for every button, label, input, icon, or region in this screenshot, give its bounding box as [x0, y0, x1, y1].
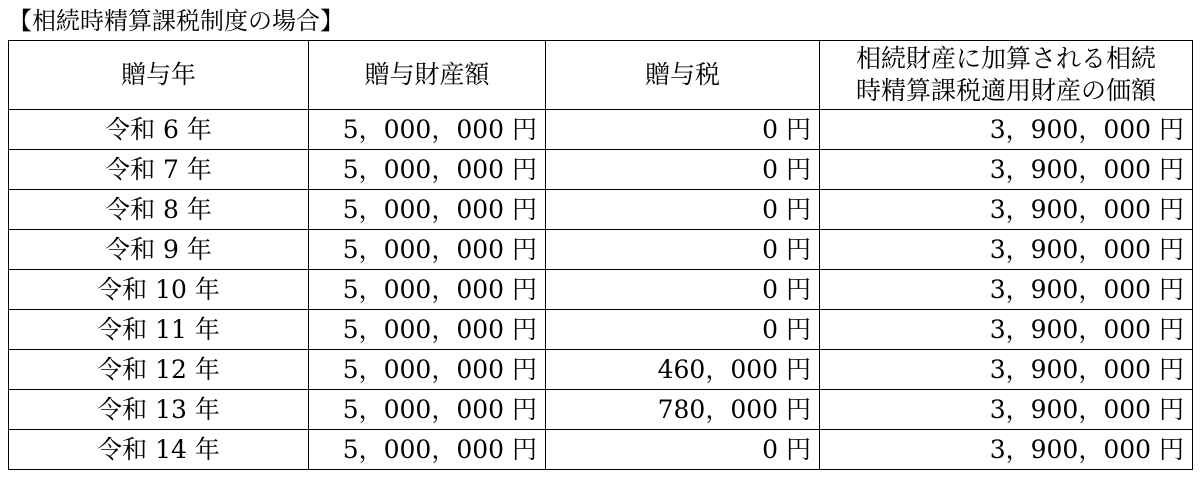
added-value-cell: 3，900，000 円 [820, 150, 1193, 190]
gift-year-cell: 令和 10 年 [9, 270, 309, 310]
gift-amount-cell: 5，000，000 円 [309, 270, 546, 310]
table-row [9, 390, 1193, 430]
table-row [9, 230, 1193, 270]
gift-amount-cell: 5，000，000 円 [309, 230, 546, 270]
header-gift-amount-label: 贈与財産額 [364, 60, 490, 89]
gift-tax-cell: 780，000 円 [546, 390, 820, 430]
gift-tax-cell: 460，000 円 [546, 350, 820, 390]
gift-year-cell: 令和 14 年 [9, 430, 309, 470]
header-added-value [820, 41, 1193, 110]
table-body [9, 110, 1193, 470]
header-added-value-line-1: 相続財産に加算される相続 [855, 44, 1156, 73]
header-gift-amount [309, 41, 546, 110]
gift-amount-cell: 5，000，000 円 [309, 190, 546, 230]
gift-year-cell: 令和 13 年 [9, 390, 309, 430]
added-value-cell: 3，900，000 円 [820, 110, 1193, 150]
gift-amount-cell: 5，000，000 円 [309, 390, 546, 430]
gift-tax-cell: 0 円 [546, 230, 820, 270]
header-gift-tax [546, 41, 820, 110]
gift-year-cell: 令和 8 年 [9, 190, 309, 230]
header-gift-year-label: 贈与年 [120, 60, 196, 89]
document-title: 【相続時精算課税制度の場合】 [8, 7, 344, 35]
gift-tax-table [8, 40, 1193, 470]
table-row [9, 350, 1193, 390]
header-added-value-line-2: 時精算課税適用財産の価額 [855, 76, 1156, 105]
added-value-cell: 3，900，000 円 [820, 230, 1193, 270]
gift-tax-cell: 0 円 [546, 270, 820, 310]
gift-amount-cell: 5，000，000 円 [309, 350, 546, 390]
added-value-cell: 3，900，000 円 [820, 390, 1193, 430]
added-value-cell: 3，900，000 円 [820, 350, 1193, 390]
table-row [9, 110, 1193, 150]
table-row [9, 190, 1193, 230]
added-value-cell: 3，900，000 円 [820, 190, 1193, 230]
gift-amount-cell: 5，000，000 円 [309, 110, 546, 150]
header-gift-tax-label: 贈与税 [644, 60, 720, 89]
header-gift-year [9, 41, 309, 110]
table-row [9, 150, 1193, 190]
gift-year-cell: 令和 9 年 [9, 230, 309, 270]
gift-amount-cell: 5，000，000 円 [309, 430, 546, 470]
table-row [9, 270, 1193, 310]
table-header-row [9, 41, 1193, 110]
gift-year-cell: 令和 6 年 [9, 110, 309, 150]
gift-year-cell: 令和 7 年 [9, 150, 309, 190]
gift-tax-cell: 0 円 [546, 150, 820, 190]
gift-year-cell: 令和 12 年 [9, 350, 309, 390]
gift-tax-cell: 0 円 [546, 110, 820, 150]
added-value-cell: 3，900，000 円 [820, 270, 1193, 310]
added-value-cell: 3，900，000 円 [820, 310, 1193, 350]
added-value-cell: 3，900，000 円 [820, 430, 1193, 470]
gift-tax-cell: 0 円 [546, 310, 820, 350]
gift-year-cell: 令和 11 年 [9, 310, 309, 350]
gift-tax-cell: 0 円 [546, 430, 820, 470]
gift-amount-cell: 5，000，000 円 [309, 310, 546, 350]
table-row [9, 430, 1193, 470]
gift-tax-cell: 0 円 [546, 190, 820, 230]
table-row [9, 310, 1193, 350]
gift-amount-cell: 5，000，000 円 [309, 150, 546, 190]
